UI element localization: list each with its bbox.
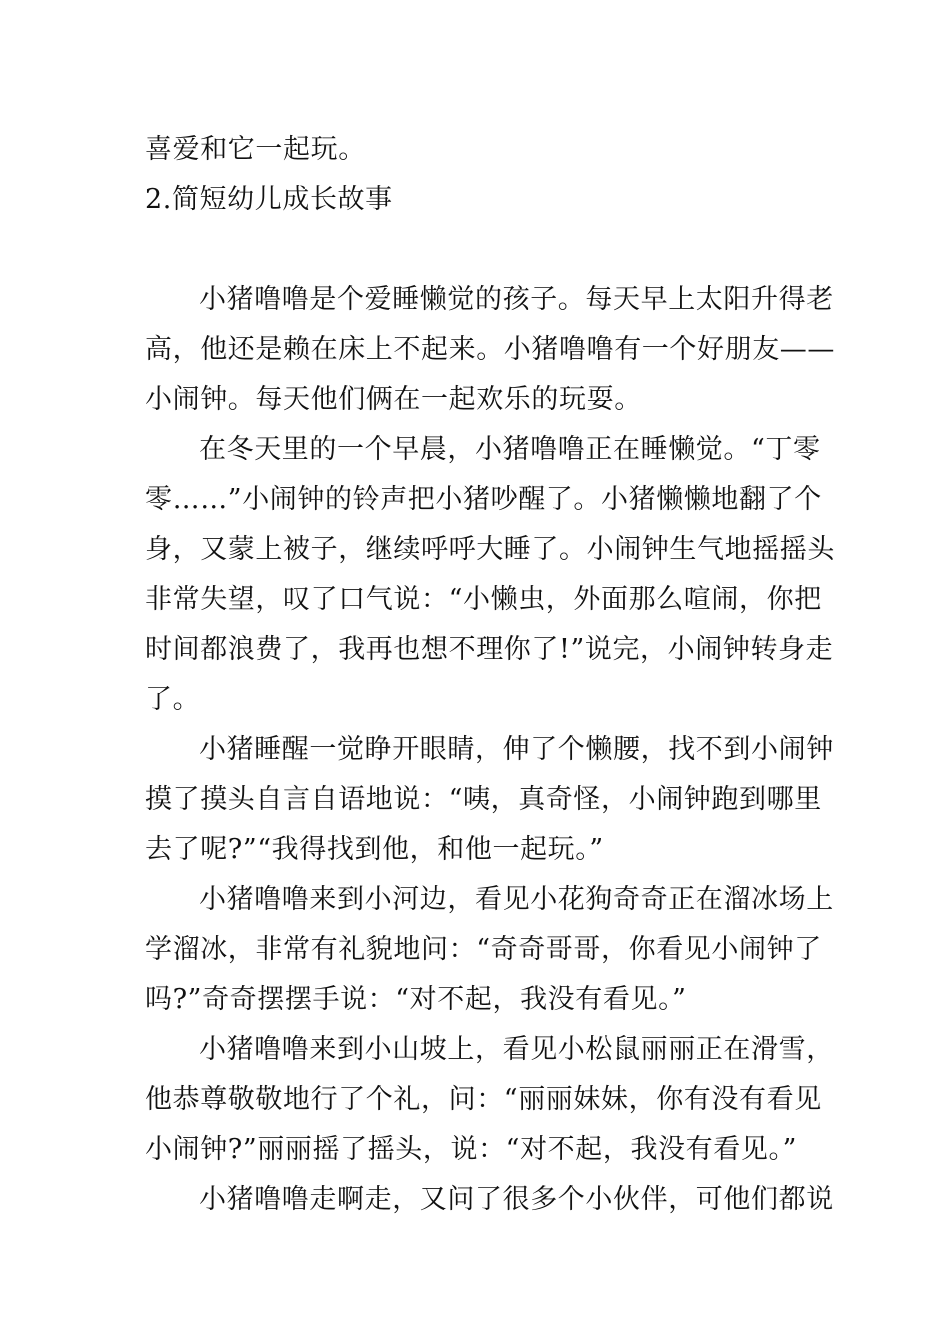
text-line-7: 零……”小闹钟的铃声把小猪吵醒了。小猪懒懒地翻了个 [145,484,822,515]
text-line-17: 吗?”奇奇摆摆手说：“对不起，我没有看见。” [145,984,687,1015]
text-line-19: 他恭尊敬敬地行了个礼，问：“丽丽妹妹，你有没有看见 [145,1084,822,1115]
text-line-13: 摸了摸头自言自语地说：“咦，真奇怪，小闹钟跑到哪里 [145,784,822,815]
text-line-15: 小猪噜噜来到小河边，看见小花狗奇奇正在溜冰场上 [199,884,834,915]
text-line-18: 小猪噜噜来到小山坡上，看见小松鼠丽丽正在滑雪， [199,1034,834,1065]
section-heading: 2.简短幼儿成长故事 [145,184,393,215]
text-line-3: 小猪噜噜是个爱睡懒觉的孩子。每天早上太阳升得老 [199,284,834,315]
text-line-6: 在冬天里的一个早晨，小猪噜噜正在睡懒觉。“丁零 [199,434,821,465]
text-line-1: 喜爱和它一起玩。 [145,134,366,165]
text-line-10: 时间都浪费了，我再也想不理你了!”说完，小闹钟转身走 [145,634,834,665]
text-line-12: 小猪睡醒一觉睁开眼睛，伸了个懒腰，找不到小闹钟 [199,734,834,765]
text-line-21: 小猪噜噜走啊走，又问了很多个小伙伴，可他们都说 [199,1184,834,1215]
text-line-8: 身，又蒙上被子，继续呼呼大睡了。小闹钟生气地摇摇头 [145,534,835,565]
text-line-9: 非常失望，叹了口气说：“小懒虫，外面那么喧闹，你把 [145,584,822,615]
text-line-4: 高，他还是赖在床上不起来。小猪噜噜有一个好朋友—— [145,334,835,365]
text-line-20: 小闹钟?”丽丽摇了摇头，说：“对不起，我没有看见。” [145,1134,797,1165]
text-line-16: 学溜冰，非常有礼貌地问：“奇奇哥哥，你看见小闹钟了 [145,934,822,965]
text-line-5: 小闹钟。每天他们俩在一起欢乐的玩耍。 [145,384,642,415]
text-line-14: 去了呢?”“我得找到他，和他一起玩。” [145,834,604,865]
text-line-11: 了。 [145,684,201,715]
